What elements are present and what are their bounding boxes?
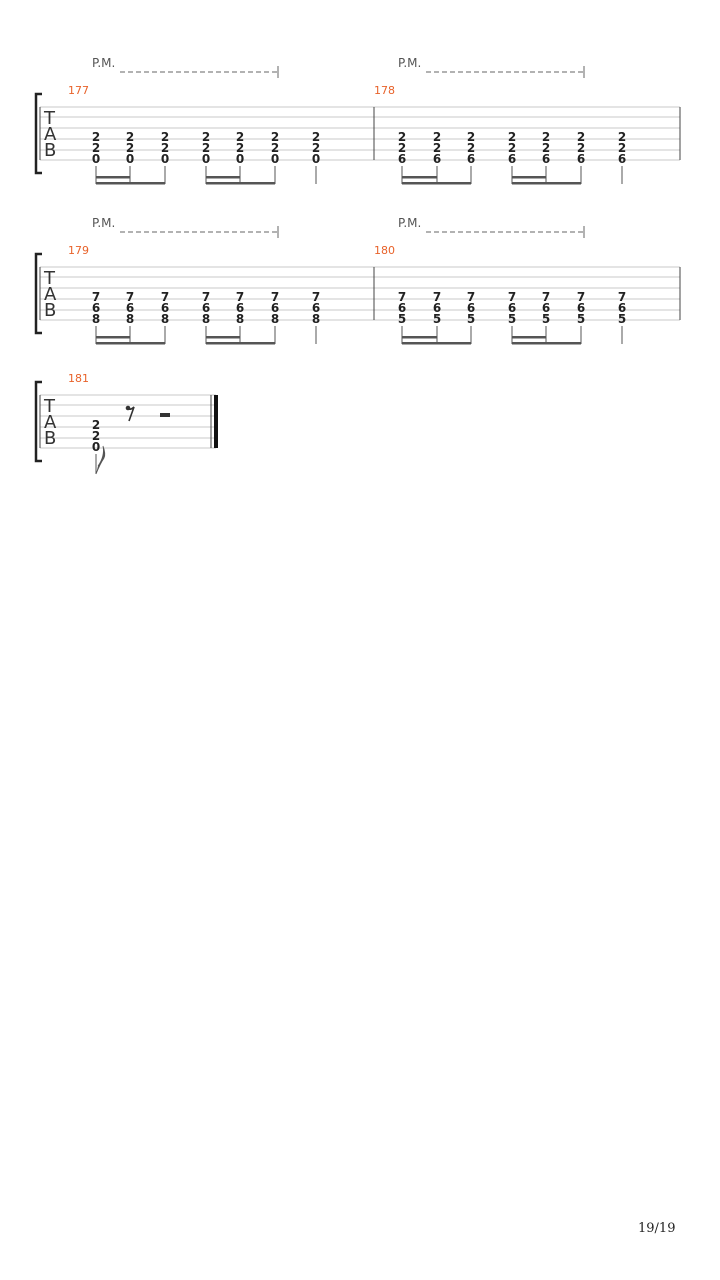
fret-number: 2 <box>617 141 627 155</box>
fret-number: 6 <box>466 301 476 315</box>
fret-number: 2 <box>91 418 101 432</box>
fret-number: 2 <box>576 141 586 155</box>
fret-number: 0 <box>91 440 101 454</box>
palm-mute-label: P.M. <box>398 56 422 70</box>
fret-number: 7 <box>466 290 476 304</box>
system-bracket <box>36 254 42 333</box>
tab-clef-b: B <box>44 428 57 449</box>
fret-number: 7 <box>541 290 551 304</box>
system-1 <box>36 56 680 185</box>
tab-clef-b: B <box>44 140 57 161</box>
fret-number: 6 <box>201 301 211 315</box>
measure-180-notes <box>398 290 626 326</box>
tab-clef-t: T <box>44 268 55 289</box>
fret-number: 5 <box>507 312 517 326</box>
fret-number: 6 <box>541 152 551 166</box>
fret-number: 2 <box>160 141 170 155</box>
fret-number: 2 <box>397 130 407 144</box>
fret-number: 2 <box>576 130 586 144</box>
fret-number: 2 <box>235 130 245 144</box>
fret-number: 5 <box>432 312 442 326</box>
fret-number: 2 <box>617 130 627 144</box>
fret-number: 6 <box>541 301 551 315</box>
fret-number: 2 <box>91 130 101 144</box>
fret-number: 6 <box>397 301 407 315</box>
fret-number: 0 <box>91 152 101 166</box>
fret-number: 8 <box>311 312 321 326</box>
fret-number: 5 <box>397 312 407 326</box>
fret-number: 8 <box>201 312 211 326</box>
fret-number: 2 <box>235 141 245 155</box>
tab-clef-a: A <box>44 124 57 145</box>
fret-number: 7 <box>397 290 407 304</box>
rhythm-stems <box>96 326 622 344</box>
fret-number: 5 <box>466 312 476 326</box>
fret-number: 6 <box>270 301 280 315</box>
system-2 <box>36 216 680 345</box>
fret-number: 8 <box>270 312 280 326</box>
fret-number: 7 <box>160 290 170 304</box>
final-barline-thick <box>214 395 218 448</box>
fret-number: 2 <box>541 141 551 155</box>
fret-number: 5 <box>541 312 551 326</box>
fret-number: 7 <box>576 290 586 304</box>
measure-number: 178 <box>374 84 395 97</box>
fret-number: 6 <box>160 301 170 315</box>
fret-number: 7 <box>91 290 101 304</box>
fret-number: 2 <box>507 141 517 155</box>
fret-number: 8 <box>235 312 245 326</box>
fret-number: 2 <box>91 429 101 443</box>
fret-number: 2 <box>91 141 101 155</box>
tab-clef-a: A <box>44 284 57 305</box>
fret-number: 0 <box>311 152 321 166</box>
measure-number: 180 <box>374 244 395 257</box>
fret-number: 6 <box>466 152 476 166</box>
palm-mute-label: P.M. <box>92 216 116 230</box>
fret-number: 7 <box>432 290 442 304</box>
fret-number: 2 <box>125 141 135 155</box>
fret-number: 7 <box>311 290 321 304</box>
tab-clef-t: T <box>44 108 55 129</box>
fret-number: 7 <box>617 290 627 304</box>
tab-clef-a: A <box>44 412 57 433</box>
fret-number: 2 <box>541 130 551 144</box>
fret-number: 5 <box>617 312 627 326</box>
fret-number: 2 <box>270 141 280 155</box>
fret-number: 8 <box>160 312 170 326</box>
measure-number: 181 <box>68 372 89 385</box>
measure-179-notes <box>92 290 320 326</box>
half-rest-icon <box>160 413 170 417</box>
fret-number: 6 <box>617 152 627 166</box>
fret-number: 2 <box>311 130 321 144</box>
fret-number: 7 <box>125 290 135 304</box>
measure-181-notes <box>92 418 100 454</box>
fret-number: 6 <box>617 301 627 315</box>
measure-177-notes <box>92 130 320 166</box>
fret-number: 0 <box>125 152 135 166</box>
fret-number: 7 <box>270 290 280 304</box>
fret-number: 2 <box>270 130 280 144</box>
system-bracket <box>36 382 42 461</box>
fret-number: 6 <box>235 301 245 315</box>
fret-number: 7 <box>201 290 211 304</box>
fret-number: 7 <box>235 290 245 304</box>
fret-number: 2 <box>466 141 476 155</box>
fret-number: 0 <box>270 152 280 166</box>
fret-number: 6 <box>432 301 442 315</box>
fret-number: 6 <box>311 301 321 315</box>
eighth-rest-icon <box>126 406 134 421</box>
fret-number: 2 <box>201 130 211 144</box>
fret-number: 2 <box>397 141 407 155</box>
fret-number: 6 <box>397 152 407 166</box>
fret-number: 8 <box>125 312 135 326</box>
tab-clef-t: T <box>44 396 55 417</box>
fret-number: 2 <box>201 141 211 155</box>
system-bracket <box>36 94 42 173</box>
fret-number: 6 <box>576 301 586 315</box>
fret-number: 5 <box>576 312 586 326</box>
fret-number: 2 <box>311 141 321 155</box>
fret-number: 2 <box>432 141 442 155</box>
page-number: 19/19 <box>638 1221 676 1236</box>
fret-number: 0 <box>201 152 211 166</box>
tab-staff <box>40 395 216 448</box>
fret-number: 6 <box>91 301 101 315</box>
fret-number: 6 <box>576 152 586 166</box>
fret-number: 6 <box>507 301 517 315</box>
fret-number: 2 <box>466 130 476 144</box>
palm-mute-label: P.M. <box>92 56 116 70</box>
fret-number: 6 <box>507 152 517 166</box>
fret-number: 0 <box>235 152 245 166</box>
rhythm-beams <box>96 176 581 185</box>
fret-number: 2 <box>125 130 135 144</box>
tab-clef-b: B <box>44 300 57 321</box>
measure-number: 179 <box>68 244 89 257</box>
palm-mute-label: P.M. <box>398 216 422 230</box>
rhythm-stems <box>96 166 622 184</box>
fret-number: 8 <box>91 312 101 326</box>
fret-number: 2 <box>160 130 170 144</box>
fret-number: 6 <box>125 301 135 315</box>
fret-number: 6 <box>432 152 442 166</box>
rhythm-beams <box>96 336 581 345</box>
system-3 <box>36 372 218 474</box>
fret-number: 7 <box>507 290 517 304</box>
fret-number: 2 <box>507 130 517 144</box>
fret-number: 0 <box>160 152 170 166</box>
measure-number: 177 <box>68 84 89 97</box>
fret-number: 2 <box>432 130 442 144</box>
measure-178-notes <box>398 130 626 166</box>
